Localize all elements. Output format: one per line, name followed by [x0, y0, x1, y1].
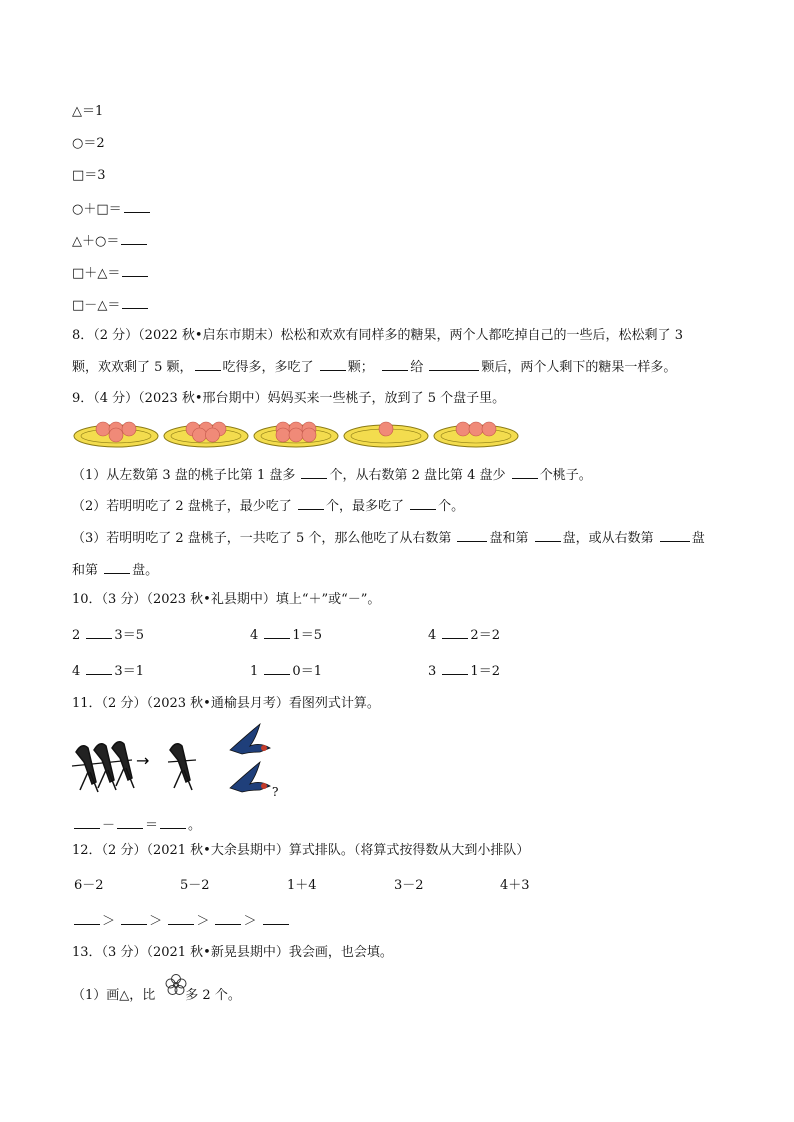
question-mark: ?: [272, 785, 279, 799]
question-9-part-3: （3）若明明吃了 2 盘桃子，一共吃了 5 个，那么他吃了从右数第 盘和第 盘，或从右数第 盘: [72, 528, 705, 548]
peach-icon: [482, 422, 496, 436]
expression: 6－2: [74, 878, 104, 893]
def-circle: ○＝2: [72, 136, 105, 151]
swallow-picture: [70, 722, 300, 802]
expression-row: ○＋□＝: [72, 199, 152, 219]
peach-icon: [289, 428, 303, 442]
fill-op-item: 1 0＝1: [250, 661, 322, 681]
ordering-row: ＞ ＞ ＞ ＞: [72, 911, 291, 931]
answer-blank[interactable]: [122, 295, 148, 309]
answer-blank[interactable]: [168, 911, 194, 925]
answer-blank[interactable]: [104, 560, 130, 574]
peach-icon: [469, 422, 483, 436]
peach-plate: [344, 422, 428, 447]
expression-row: □－△＝: [72, 295, 150, 315]
question-11-answer: － ＝ 。: [72, 815, 201, 835]
operator-blank[interactable]: [264, 661, 290, 675]
expression: 5－2: [180, 878, 210, 893]
peach-icon: [109, 428, 123, 442]
arrow-icon: →: [136, 751, 150, 770]
answer-blank[interactable]: [660, 528, 690, 542]
peach-plates: [72, 414, 720, 450]
question-8-line-2: 颗，欢欢剩了 5 颗， 吃得多，多吃了 颗； 给 颗后，两个人剩下的糖果一样多。: [72, 357, 676, 377]
def-square: □＝3: [72, 168, 106, 183]
expression: 1＋4: [287, 878, 317, 893]
answer-blank[interactable]: [457, 528, 487, 542]
fill-op-item: 4 1＝5: [250, 625, 322, 645]
flower-icon: [164, 973, 188, 997]
answer-blank[interactable]: [410, 496, 436, 510]
answer-blank[interactable]: [124, 199, 150, 213]
fill-op-item: 4 3＝1: [72, 661, 144, 681]
peach-icon: [276, 428, 290, 442]
peach-icon: [206, 428, 220, 442]
operator-blank[interactable]: [86, 661, 112, 675]
def-triangle: △＝1: [72, 104, 104, 119]
peach-icon: [122, 422, 136, 436]
question-13-part-1: （1）画△，比 多 2 个。: [72, 988, 241, 1003]
answer-blank[interactable]: [215, 911, 241, 925]
answer-blank[interactable]: [74, 815, 100, 829]
answer-blank[interactable]: [263, 911, 289, 925]
answer-blank[interactable]: [122, 263, 148, 277]
expression-row: △＋○＝: [72, 231, 149, 251]
peach-plate: [74, 422, 158, 447]
expression-row: □＋△＝: [72, 263, 150, 283]
peach-plate: [164, 422, 248, 447]
answer-blank[interactable]: [320, 357, 346, 371]
peach-icon: [379, 422, 393, 436]
peach-plate: [254, 422, 338, 447]
operator-blank[interactable]: [264, 625, 290, 639]
question-12-title: 12．（2 分）（2021 秋•大余县期中）算式排队。（将算式按得数从大到小排队）: [72, 843, 530, 858]
square-icon: □: [72, 168, 85, 183]
answer-blank[interactable]: [195, 357, 221, 371]
answer-blank[interactable]: [74, 911, 100, 925]
expression: 4＋3: [500, 878, 530, 893]
expression: 3－2: [394, 878, 424, 893]
question-11-title: 11．（2 分）（2023 秋•通榆县月考）看图列式计算。: [72, 696, 380, 711]
flying-swallow-icon: [230, 724, 270, 754]
question-9-part-2: （2）若明明吃了 2 盘桃子，最少吃了 个，最多吃了 个。: [72, 496, 464, 516]
fill-op-item: 4 2＝2: [428, 625, 500, 645]
operator-blank[interactable]: [442, 625, 468, 639]
fill-op-item: 3 1＝2: [428, 661, 500, 681]
answer-blank[interactable]: [298, 496, 324, 510]
fill-op-item: 2 3＝5: [72, 625, 144, 645]
answer-blank[interactable]: [535, 528, 561, 542]
peach-icon: [302, 428, 316, 442]
operator-blank[interactable]: [442, 661, 468, 675]
answer-blank[interactable]: [301, 465, 327, 479]
answer-blank[interactable]: [382, 357, 408, 371]
question-9-part-3-cont: 和第 盘。: [72, 560, 158, 580]
peach-plate: [434, 422, 518, 447]
triangle-icon: △: [72, 104, 82, 119]
answer-blank[interactable]: [429, 357, 479, 371]
question-13-title: 13．（3 分）（2021 秋•新晃县期中）我会画，也会填。: [72, 945, 393, 960]
perched-swallows-icon: [72, 742, 134, 792]
answer-blank[interactable]: [117, 815, 143, 829]
answer-blank[interactable]: [121, 231, 147, 245]
question-10-title: 10．（3 分）（2023 秋•礼县期中）填上“＋”或“－”。: [72, 592, 381, 607]
answer-blank[interactable]: [121, 911, 147, 925]
answer-blank[interactable]: [512, 465, 538, 479]
flying-swallow-icon: [230, 762, 270, 792]
answer-blank[interactable]: [160, 815, 186, 829]
operator-blank[interactable]: [86, 625, 112, 639]
peach-icon: [96, 422, 110, 436]
question-9-title: 9．（4 分）（2023 秋•邢台期中）妈妈买来一些桃子，放到了 5 个盘子里。: [72, 391, 506, 406]
circle-icon: ○: [72, 136, 84, 151]
question-8-line-1: 8．（2 分）（2022 秋•启东市期末）松松和欢欢有同样多的糖果，两个人都吃掉自己的一些后，松松剩了 3: [72, 328, 683, 343]
peach-icon: [193, 428, 207, 442]
question-9-part-1: （1）从左数第 3 盘的桃子比第 1 盘多 个，从右数第 2 盘比第 4 盘少 个桃子。: [72, 465, 592, 485]
perched-swallow-icon: [168, 744, 196, 790]
peach-icon: [456, 422, 470, 436]
